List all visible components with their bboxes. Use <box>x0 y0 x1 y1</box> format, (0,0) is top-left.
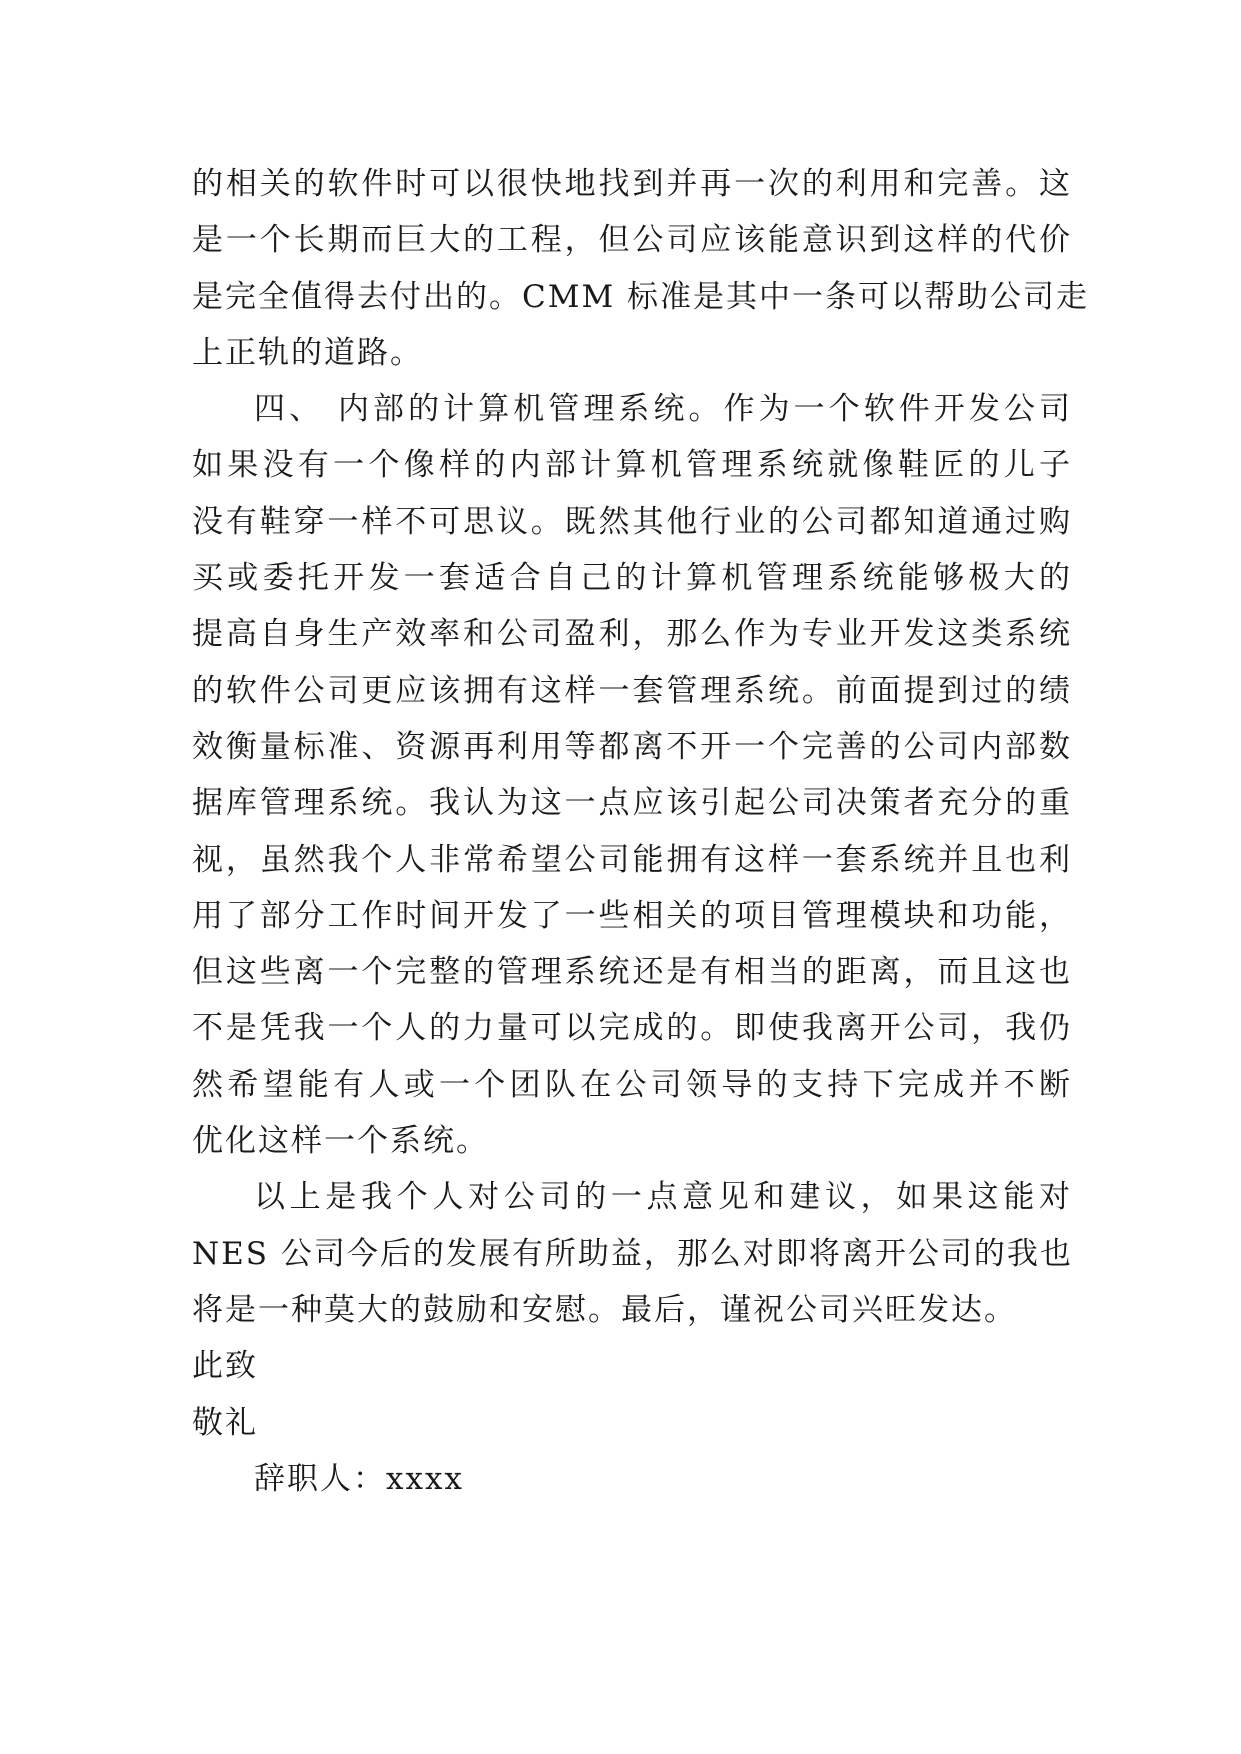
text-line: 是完全值得去付出的。CMM 标准是其中一条可以帮助公司走 <box>192 278 1090 315</box>
salutation-cizhi: 此致 <box>192 1348 258 1385</box>
text-line: 上正轨的道路。 <box>192 334 423 371</box>
text-line: 视，虽然我个人非常希望公司能拥有这样一套系统并且也利 <box>192 841 1072 878</box>
text-line: 将是一种莫大的鼓励和安慰。最后，谨祝公司兴旺发达。 <box>192 1291 1017 1328</box>
text-line: 的软件公司更应该拥有这样一套管理系统。前面提到过的绩 <box>192 672 1072 709</box>
letter-body <box>192 156 1090 1507</box>
text-line: 但这些离一个完整的管理系统还是有相当的距离，而且这也 <box>192 954 1072 991</box>
text-line: 买或委托开发一套适合自己的计算机管理系统能够极大的 <box>192 560 1072 597</box>
text-line: 效衡量标准、资源再利用等都离不开一个完善的公司内部数 <box>192 728 1072 765</box>
text-line: 不是凭我一个人的力量可以完成的。即使我离开公司，我仍 <box>192 1010 1072 1047</box>
text-line: 用了部分工作时间开发了一些相关的项目管理模块和功能， <box>192 897 1072 934</box>
text-line: NES 公司今后的发展有所助益，那么对即将离开公司的我也 <box>192 1235 1073 1272</box>
text-line: 是一个长期而巨大的工程，但公司应该能意识到这样的代价 <box>192 222 1072 259</box>
section-heading-line: 四、 内部的计算机管理系统。作为一个软件开发公司 <box>254 391 1072 428</box>
closing-paragraph-line: 以上是我个人对公司的一点意见和建议，如果这能对 <box>254 1179 1072 1216</box>
text-line: 的相关的软件时可以很快地找到并再一次的利用和完善。这 <box>192 166 1072 202</box>
text-line: 据库管理系统。我认为这一点应该引起公司决策者充分的重 <box>192 785 1072 822</box>
text-line: 没有鞋穿一样不可思议。既然其他行业的公司都知道通过购 <box>192 503 1072 540</box>
salutation-jingli: 敬礼 <box>192 1404 258 1441</box>
text-line: 如果没有一个像样的内部计算机管理系统就像鞋匠的儿子 <box>192 447 1072 484</box>
text-line: 优化这样一个系统。 <box>192 1123 489 1160</box>
text-line: 提高自身生产效率和公司盈利，那么作为专业开发这类系统 <box>192 616 1072 653</box>
text-line: 然希望能有人或一个团队在公司领导的支持下完成并不断 <box>192 1066 1072 1103</box>
signature-line: 辞职人：xxxx <box>254 1460 464 1497</box>
